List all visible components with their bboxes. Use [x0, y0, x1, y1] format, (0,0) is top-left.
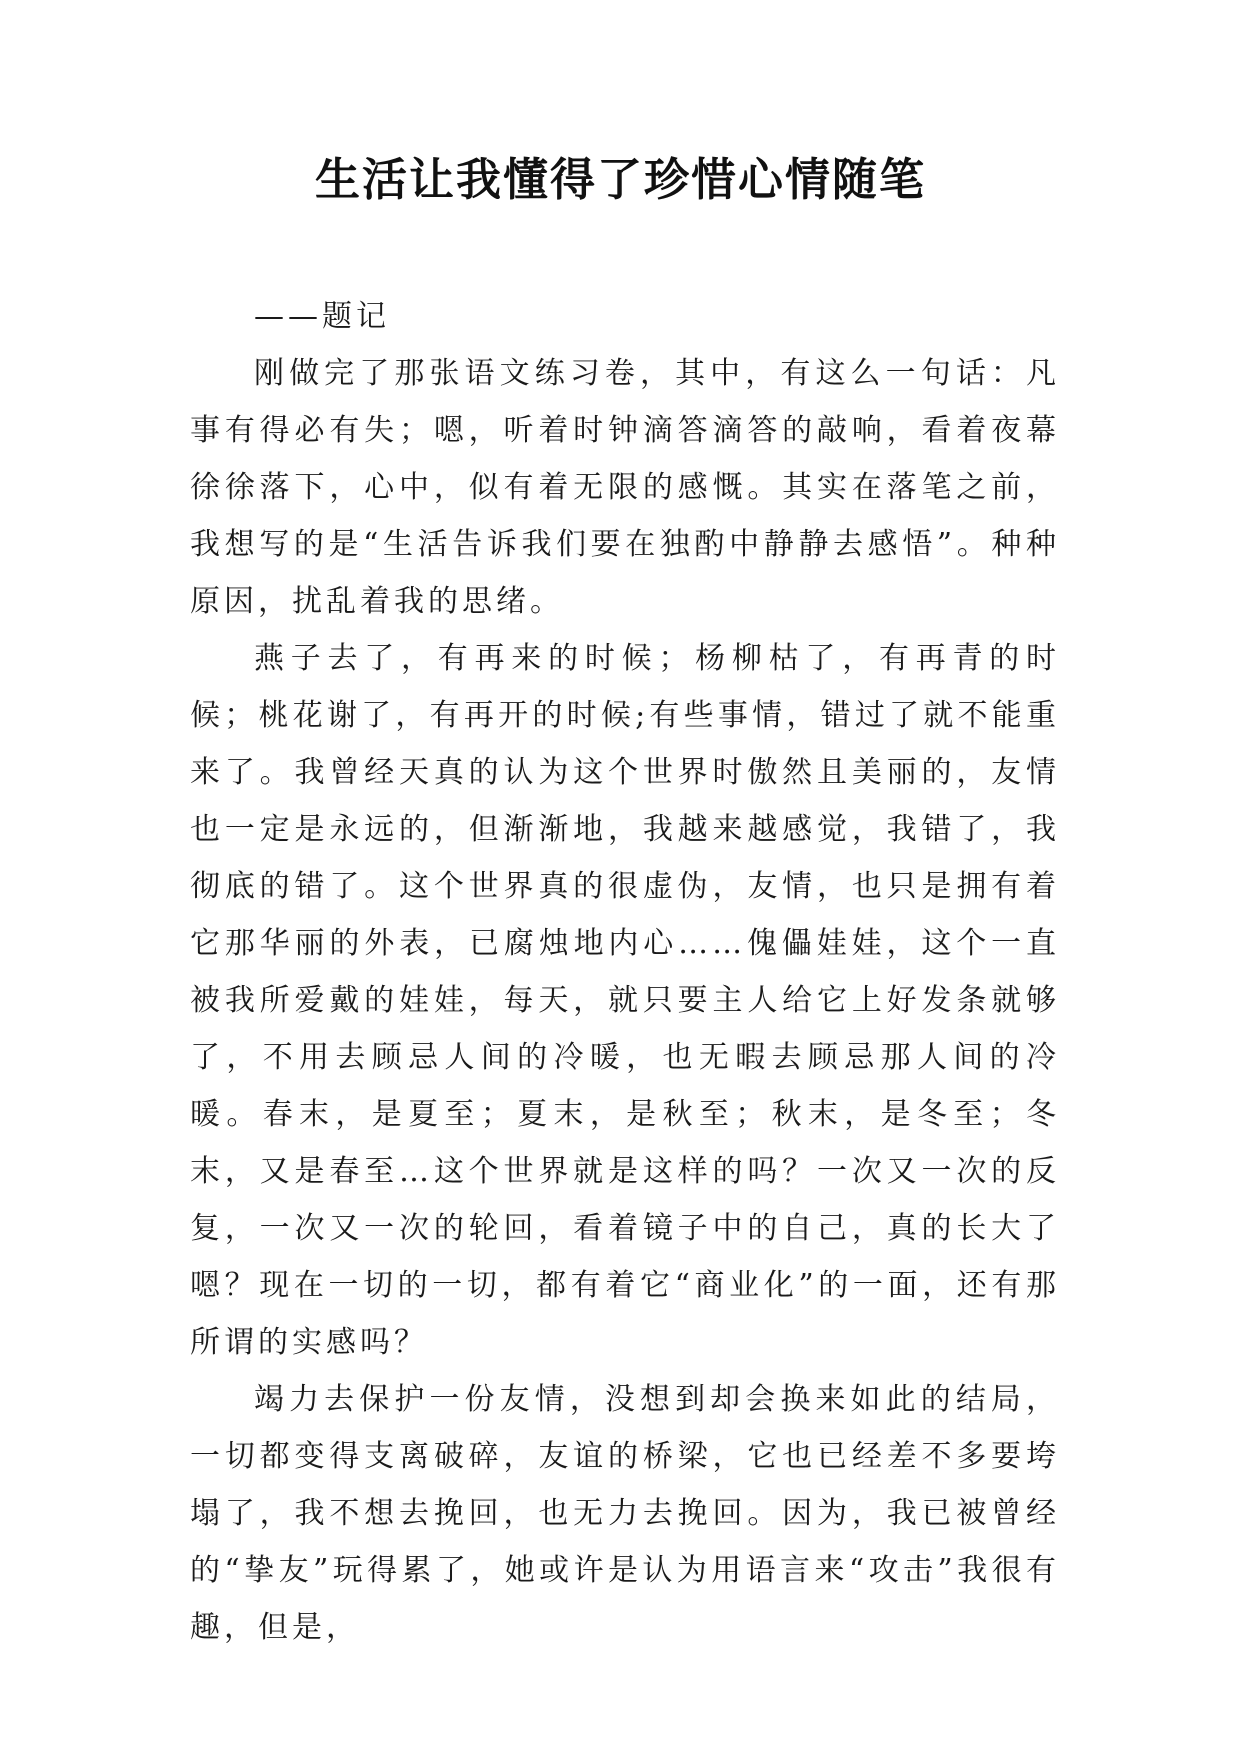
paragraph-3: 竭力去保护一份友情，没想到却会换来如此的结局，一切都变得支离破碎，友谊的桥梁，它也已经差不多要垮塌了，我不想去挽回，也无力去挽回。因为，我已被曾经的“挚友”玩得累了，她或许是认为用语言来“攻击”我很有趣，但是， — [190, 1382, 1060, 1645]
paragraph-1: 刚做完了那张语文练习卷，其中，有这么一句话：凡事有得必有失；嗯，听着时钟滴答滴答的敲响，看着夜幕徐徐落下，心中，似有着无限的感慨。其实在落笔之前，我想写的是“生活告诉我们要在独酌中静静去感悟”。种种原因，扰乱着我的思绪。 — [190, 356, 1060, 619]
page-title: 生活让我懂得了珍惜心情随笔 — [314, 153, 926, 206]
document-body — [190, 288, 1060, 1656]
paragraph-2: 燕子去了，有再来的时候；杨柳枯了，有再青的时候；桃花谢了，有再开的时候;有些事情，错过了就不能重来了。我曾经天真的认为这个世界时傲然且美丽的，友情也一定是永远的，但渐渐地，我越来越感觉，我错了，我彻底的错了。这个世界真的很虚伪，友情，也只是拥有着它那华丽的外表，已腐烛地内心……傀儡娃娃，这个一直被我所爱戴的娃娃，每天，就只要主人给它上好发条就够了，不用去顾忌人间的冷暖，也无暇去顾忌那人间的冷暖。春末，是夏至；夏末，是秋至；秋末，是冬至；冬末，又是春至…这个世界就是这样的吗？一次又一次的反复，一次又一次的轮回，看着镜子中的自己，真的长大了嗯？现在一切的一切，都有着它“商业化”的一面，还有那所谓的实感吗？ — [190, 641, 1060, 1360]
epigraph: ——题记 — [254, 299, 390, 334]
